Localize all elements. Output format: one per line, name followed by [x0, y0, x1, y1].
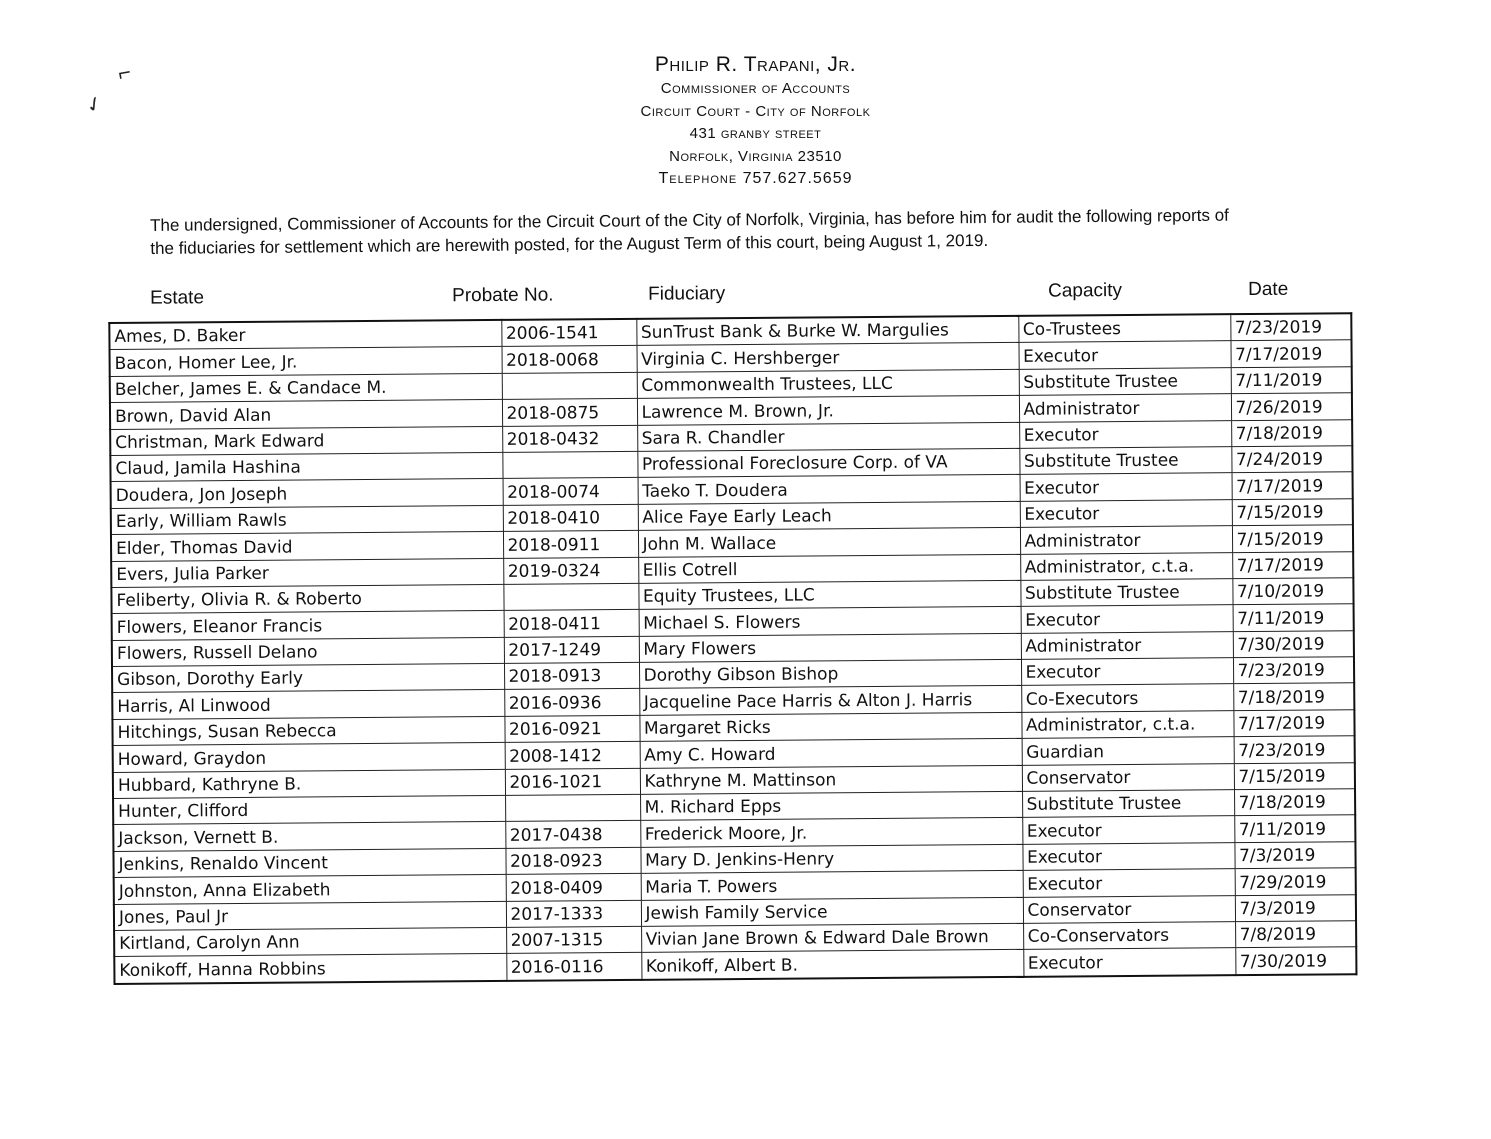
column-header-fiduciary: Fiduciary [648, 283, 726, 305]
cell-estate: Hunter, Clifford [113, 795, 505, 824]
cell-fiduciary: Vivian Jane Brown & Edward Dale Brown [641, 923, 1023, 952]
cell-capacity: Executor [1021, 605, 1233, 633]
city-address: Norfolk, Virginia 23510 [669, 147, 842, 165]
cell-capacity: Administrator, c.t.a. [1021, 711, 1233, 739]
cell-fiduciary: Jacqueline Pace Harris & Alton J. Harris [639, 686, 1021, 715]
cell-probate: 2018-0068 [502, 346, 637, 373]
cell-date: 7/10/2019 [1232, 578, 1353, 605]
cell-fiduciary: Kathryne M. Mattinson [640, 765, 1022, 794]
fiduciary-report-table-section [108, 274, 1359, 985]
cell-date: 7/17/2019 [1230, 340, 1351, 367]
cell-estate: Flowers, Eleanor Francis [112, 611, 504, 640]
cell-estate: Gibson, Dorothy Early [112, 663, 504, 692]
cell-fiduciary: Professional Foreclosure Corp. of VA [637, 448, 1019, 477]
cell-date: 7/18/2019 [1234, 789, 1355, 816]
commissioner-title: Commissioner of Accounts [660, 80, 851, 97]
cell-capacity: Executor [1020, 473, 1232, 501]
cell-capacity: Co-Conservators [1023, 922, 1235, 950]
cell-capacity: Co-Trustees [1018, 314, 1230, 343]
cell-probate: 2017-0438 [505, 821, 640, 848]
cell-fiduciary: Margaret Ricks [639, 712, 1021, 741]
cell-date: 7/11/2019 [1234, 815, 1355, 842]
cell-fiduciary: Lawrence M. Brown, Jr. [637, 396, 1019, 425]
cell-fiduciary: Michael S. Flowers [639, 607, 1021, 636]
cell-estate: Hitchings, Susan Rebecca [112, 716, 504, 745]
cell-probate: 2018-0410 [503, 504, 638, 531]
cell-fiduciary: John M. Wallace [638, 527, 1020, 556]
cell-estate: Johnston, Anna Elizabeth [114, 875, 506, 904]
cell-capacity: Executor [1023, 948, 1235, 977]
column-header-estate: Estate [150, 287, 205, 309]
cell-date: 7/24/2019 [1231, 446, 1352, 473]
cell-capacity: Administrator, c.t.a. [1020, 552, 1232, 580]
cell-fiduciary: Mary D. Jenkins-Henry [640, 844, 1022, 873]
cell-estate: Doudera, Jon Joseph [111, 479, 503, 508]
cell-capacity: Administrator [1020, 526, 1232, 554]
cell-date: 7/17/2019 [1232, 551, 1353, 578]
cell-probate: 2018-0911 [503, 530, 638, 557]
cell-estate: Claud, Jamila Hashina [110, 452, 502, 481]
cell-fiduciary: Mary Flowers [639, 633, 1021, 662]
cell-date: 7/29/2019 [1235, 868, 1356, 895]
cell-estate: Belcher, James E. & Candace M. [110, 373, 502, 402]
cell-probate: 2019-0324 [503, 557, 638, 584]
cell-fiduciary: M. Richard Epps [640, 791, 1022, 820]
cell-date: 7/8/2019 [1235, 921, 1356, 948]
intro-paragraph [150, 203, 1330, 260]
cell-date: 7/23/2019 [1230, 313, 1351, 341]
cell-capacity: Executor [1020, 499, 1232, 527]
cell-estate: Jackson, Vernett B. [113, 822, 505, 851]
cell-date: 7/15/2019 [1234, 762, 1355, 789]
cell-capacity: Substitute Trustee [1019, 367, 1231, 395]
cell-date: 7/11/2019 [1233, 604, 1354, 631]
street-address: 431 granby street [689, 125, 822, 142]
cell-probate: 2018-0432 [502, 425, 637, 452]
cell-date: 7/23/2019 [1234, 736, 1355, 763]
cell-probate: 2017-1333 [506, 900, 641, 927]
cell-capacity: Executor [1023, 869, 1235, 897]
cell-estate: Ames, D. Baker [109, 320, 501, 350]
cell-capacity: Substitute Trustee [1019, 447, 1231, 475]
cell-estate: Konikoff, Hanna Robbins [114, 954, 506, 984]
cell-estate: Flowers, Russell Delano [112, 637, 504, 666]
cell-fiduciary: Taeko T. Doudera [638, 475, 1020, 504]
cell-estate: Evers, Julia Parker [111, 558, 503, 587]
cell-fiduciary: Sara R. Chandler [637, 422, 1019, 451]
cell-probate: 2008-1412 [505, 742, 640, 769]
cell-estate: Harris, Al Linwood [112, 690, 504, 719]
cell-capacity: Executor [1018, 341, 1230, 369]
cell-fiduciary: Jewish Family Service [641, 897, 1023, 926]
column-header-probate: Probate No. [452, 284, 554, 307]
cell-fiduciary: Alice Faye Early Leach [638, 501, 1020, 530]
intro-line: The undersigned, Commissioner of Accounts for the Circuit Court of the City of Norfolk, Virginia, has before him for audit the following reports of [150, 205, 1229, 235]
cell-probate: 2018-0875 [502, 399, 637, 426]
cell-fiduciary: Dorothy Gibson Bishop [639, 659, 1021, 688]
cell-fiduciary: Frederick Moore, Jr. [640, 818, 1022, 847]
cell-estate: Hubbard, Kathryne B. [113, 769, 505, 798]
cell-estate: Jones, Paul Jr [114, 901, 506, 930]
handwritten-mark: ⌐ [115, 59, 133, 86]
cell-probate [502, 451, 637, 478]
cell-capacity: Conservator [1022, 763, 1234, 791]
cell-probate: 2016-0921 [504, 715, 639, 742]
column-header-date: Date [1247, 278, 1289, 301]
cell-capacity: Co-Executors [1021, 684, 1233, 712]
cell-estate: Kirtland, Carolyn Ann [114, 927, 506, 956]
cell-capacity: Conservator [1023, 895, 1235, 923]
cell-probate [505, 794, 640, 821]
cell-capacity: Substitute Trustee [1020, 579, 1232, 607]
cell-probate: 2018-0409 [506, 874, 641, 901]
commissioner-name: Philip R. Trapani, Jr. [654, 53, 857, 76]
cell-date: 7/15/2019 [1232, 525, 1353, 552]
fiduciary-report-table [108, 312, 1357, 985]
cell-capacity: Executor [1019, 420, 1231, 448]
cell-date: 7/17/2019 [1233, 710, 1354, 737]
table-body [109, 313, 1356, 983]
cell-estate: Feliberty, Olivia R. & Roberto [111, 584, 503, 613]
cell-probate: 2018-0074 [503, 478, 638, 505]
cell-date: 7/18/2019 [1233, 683, 1354, 710]
cell-estate: Bacon, Homer Lee, Jr. [110, 347, 502, 376]
cell-probate: 2018-0923 [505, 847, 640, 874]
cell-capacity: Guardian [1022, 737, 1234, 765]
cell-estate: Christman, Mark Edward [110, 426, 502, 455]
cell-probate: 2007-1315 [506, 926, 641, 953]
cell-date: 7/26/2019 [1231, 393, 1352, 420]
cell-fiduciary: Maria T. Powers [641, 871, 1023, 900]
cell-fiduciary: Ellis Cotrell [638, 554, 1020, 583]
cell-estate: Early, William Rawls [111, 505, 503, 534]
cell-date: 7/17/2019 [1232, 472, 1353, 499]
cell-capacity: Administrator [1021, 631, 1233, 659]
cell-fiduciary: Commonwealth Trustees, LLC [637, 369, 1019, 398]
cell-date: 7/11/2019 [1231, 367, 1352, 394]
intro-line: the fiduciaries for settlement which are herewith posted, for the August Term of this court, being August 1, 2019. [150, 230, 989, 258]
cell-probate: 2016-1021 [505, 768, 640, 795]
cell-estate: Brown, David Alan [110, 400, 502, 429]
cell-estate: Elder, Thomas David [111, 532, 503, 561]
cell-date: 7/18/2019 [1231, 419, 1352, 446]
cell-fiduciary: Konikoff, Albert B. [641, 950, 1023, 980]
cell-fiduciary: Virginia C. Hershberger [637, 343, 1019, 372]
cell-date: 7/30/2019 [1235, 947, 1356, 975]
cell-capacity: Executor [1021, 658, 1233, 686]
cell-date: 7/3/2019 [1234, 842, 1355, 869]
cell-fiduciary: Equity Trustees, LLC [638, 580, 1020, 609]
cell-probate: 2016-0116 [506, 953, 641, 981]
cell-estate: Howard, Graydon [113, 743, 505, 772]
telephone: Telephone 757.627.5659 [658, 170, 853, 187]
cell-fiduciary: Amy C. Howard [640, 739, 1022, 768]
cell-capacity: Administrator [1019, 394, 1231, 422]
cell-estate: Jenkins, Renaldo Vincent [113, 848, 505, 877]
cell-probate: 2018-0411 [504, 610, 639, 637]
handwritten-mark: ✓ [81, 91, 108, 119]
cell-fiduciary: SunTrust Bank & Burke W. Margulies [636, 316, 1018, 346]
cell-probate: 2006-1541 [501, 319, 636, 347]
cell-capacity: Substitute Trustee [1022, 790, 1234, 818]
column-header-capacity: Capacity [1048, 280, 1123, 302]
cell-probate [503, 583, 638, 610]
cell-date: 7/3/2019 [1235, 894, 1356, 921]
cell-date: 7/30/2019 [1233, 630, 1354, 657]
court-name: Circuit Court - City of Norfolk [640, 102, 871, 120]
cell-probate: 2017-1249 [504, 636, 639, 663]
cell-date: 7/15/2019 [1232, 498, 1353, 525]
letterhead [0, 52, 1491, 191]
cell-capacity: Executor [1022, 816, 1234, 844]
cell-probate: 2018-0913 [504, 662, 639, 689]
cell-capacity: Executor [1022, 842, 1234, 870]
cell-probate: 2016-0936 [504, 689, 639, 716]
cell-probate [502, 372, 637, 399]
cell-date: 7/23/2019 [1233, 657, 1354, 684]
